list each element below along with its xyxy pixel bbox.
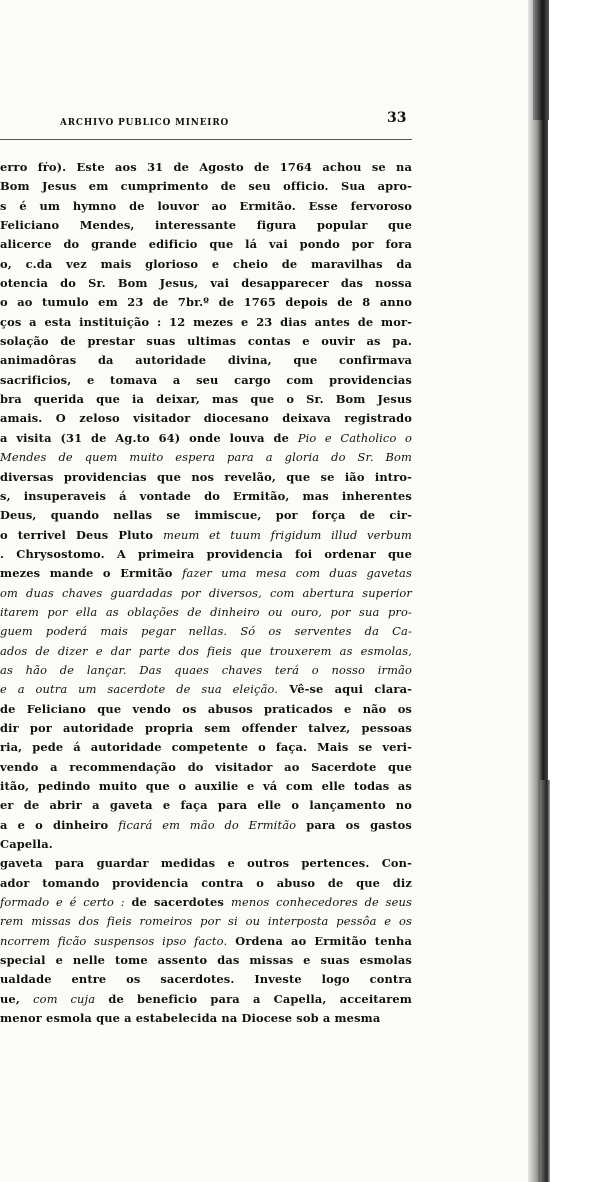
text-line	[0, 158, 412, 177]
text-segment: a visita (31 de Ag.to 64) onde louva de	[0, 430, 298, 445]
text-line	[0, 177, 412, 196]
text-segment: menos conhecedores de seus	[231, 895, 412, 910]
text-line	[0, 468, 412, 487]
text-line	[0, 680, 412, 699]
text-segment: sua eleição.	[201, 682, 279, 697]
text-line	[0, 255, 412, 274]
text-line	[0, 197, 412, 216]
text-line	[0, 448, 412, 467]
text-segment: Bom	[385, 450, 412, 465]
text-line	[0, 526, 412, 545]
text-line	[0, 235, 412, 254]
text-line	[0, 584, 412, 603]
text-line	[0, 835, 412, 854]
text-segment: guem poderá mais pegar nellas. Só os serventes da Ca-	[0, 624, 412, 639]
text-line	[0, 371, 412, 390]
text-segment: s, insuperaveis á vontade do Ermitão, mas inherentes	[0, 488, 412, 503]
text-line	[0, 642, 412, 661]
text-segment: e a outra um sacerdote de	[0, 682, 202, 697]
text-segment: fazer uma mesa com duas gavetas	[182, 566, 412, 581]
text-segment: o terrivel Deus Pluto	[0, 527, 164, 542]
text-segment: Mendes de quem muito espera para a gloria do Sr.	[0, 450, 386, 465]
text-line	[0, 622, 412, 641]
text-segment: mezes mande o Ermitão	[0, 566, 183, 581]
text-line	[0, 506, 412, 525]
text-line	[0, 274, 412, 293]
text-segment: special e nelle tome assento das missas e suas esmolas	[0, 953, 412, 968]
text-segment: Pio e Catholico o	[297, 430, 412, 445]
text-segment: otencia do Sr. Bom Jesus, vai desapparecer das nossa	[0, 276, 412, 291]
text-segment: ços a esta instituição : 12 mezes e 23 dias antes de mor-	[0, 314, 412, 329]
text-segment: a e o dinheiro	[0, 817, 119, 832]
text-segment: as hão de lançar. Das quaes chaves terá o nosso irmão	[0, 662, 412, 677]
text-line	[0, 216, 412, 235]
text-segment: o ao tumulo em 23 de 7br.º de 1765 depois de 8 anno	[0, 295, 412, 310]
text-line	[0, 758, 412, 777]
text-segment: om duas chaves guardadas por diversos, com abertura superior	[0, 585, 412, 600]
text-line	[0, 893, 412, 912]
body-text	[0, 158, 412, 1028]
text-line	[0, 429, 412, 448]
text-segment: bra querida que ia deixar, mas que o Sr. Bom Jesus	[0, 392, 412, 407]
text-segment: ualdade entre os sacerdotes. Investe logo contra	[0, 972, 412, 987]
text-segment: para os gastos	[296, 817, 412, 832]
text-line	[0, 816, 412, 835]
text-line	[0, 796, 412, 815]
text-line	[0, 545, 412, 564]
text-line	[0, 777, 412, 796]
text-segment: . Chrysostomo. A primeira providencia foi ordenar que	[0, 546, 412, 561]
text-line	[0, 990, 412, 1009]
text-line	[0, 332, 412, 351]
text-segment: diversas providencias que nos revelão, que se ião intro-	[0, 469, 412, 484]
text-segment: menor esmola que a estabelecida na Diocese sob a mesma	[0, 1011, 381, 1026]
text-segment: vendo a recommendação do visitador ao Sacerdote que	[0, 759, 412, 774]
page-number: 33	[387, 110, 407, 126]
book-gutter-edge	[540, 780, 550, 1182]
header-rule	[0, 139, 412, 140]
text-segment: dir por autoridade propria sem offender talvez, pessoas	[0, 720, 412, 735]
text-line	[0, 951, 412, 970]
text-segment: erro fṙo). Este aos 31 de Agosto de 1764 achou se na	[0, 160, 412, 174]
text-segment: ria, pede á autoridade competente o faça. Mais se veri-	[0, 740, 412, 755]
text-line	[0, 661, 412, 680]
text-line	[0, 700, 412, 719]
text-segment: gaveta para guardar medidas e outros pertences. Con-	[0, 856, 412, 871]
text-segment: ncorrem ficão suspensos ipso facto.	[0, 933, 228, 948]
text-line	[0, 874, 412, 893]
text-line	[0, 487, 412, 506]
text-segment: com cuja	[33, 991, 96, 1006]
text-line	[0, 390, 412, 409]
text-segment: de Feliciano que vendo os abusos praticados e não os	[0, 701, 412, 716]
text-segment: meum et tuum frigidum illud verbum	[163, 527, 412, 542]
text-line	[0, 970, 412, 989]
text-segment: Feliciano Mendes, interessante figura popular que	[0, 218, 412, 233]
text-segment: sacrificios, e tomava a seu cargo com providencias	[0, 372, 412, 387]
book-gutter-shadow	[533, 0, 549, 120]
text-segment: formado e é certo :	[0, 895, 132, 910]
text-segment: rem missas dos fieis romeiros por si ou interposta pessôa e os	[0, 914, 412, 929]
text-segment: o, c.da vez mais glorioso e cheio de maravilhas da	[0, 256, 412, 271]
text-line	[0, 719, 412, 738]
text-segment: de sacerdotes	[131, 895, 232, 910]
text-segment: ficará em mão do Ermitão	[118, 817, 297, 832]
text-line	[0, 912, 412, 931]
text-segment: de beneficio para a Capella, acceitarem	[95, 991, 412, 1006]
text-line	[0, 738, 412, 757]
text-line	[0, 1009, 412, 1028]
text-line	[0, 564, 412, 583]
text-segment: ador tomando providencia contra o abuso de que diz	[0, 875, 412, 890]
text-segment: er de abrir a gaveta e faça para elle o lançamento no	[0, 798, 412, 813]
text-segment: solação de prestar suas ultimas contas e ouvir as pa.	[0, 334, 412, 349]
text-line	[0, 603, 412, 622]
text-segment: itarem por ella as oblações de dinheiro ou ouro, por sua pro-	[0, 604, 412, 619]
text-segment: animadôras da autoridade divina, que confirmava	[0, 353, 412, 368]
text-line	[0, 313, 412, 332]
text-segment: Bom Jesus em cumprimento de seu officio. Sua apro-	[0, 179, 412, 194]
text-line	[0, 409, 412, 428]
text-segment: alicerce do grande edificio que lá vai pondo por fora	[0, 237, 412, 252]
text-segment: amais. O zeloso visitador diocesano deixava registrado	[0, 411, 412, 426]
text-segment: s é um hymno de louvor ao Ermitão. Esse fervoroso	[0, 198, 412, 213]
running-head: ARCHIVO PUBLICO MINEIRO	[60, 118, 230, 128]
text-segment: ue,	[0, 991, 34, 1006]
text-segment: Deus, quando nellas se immiscue, por força de cir-	[0, 508, 412, 523]
text-line	[0, 854, 412, 873]
text-line	[0, 351, 412, 370]
text-segment: Ordena ao Ermitão tenha	[227, 933, 412, 948]
text-segment: ados de dizer e dar parte dos fieis que trouxerem as esmolas,	[0, 643, 412, 658]
text-line	[0, 932, 412, 951]
text-segment: Vê-se aqui clara-	[278, 682, 412, 697]
text-segment: itão, pedindo muito que o auxilie e vá com elle todas as	[0, 779, 412, 793]
text-segment: Capella.	[0, 837, 53, 852]
text-line	[0, 293, 412, 312]
